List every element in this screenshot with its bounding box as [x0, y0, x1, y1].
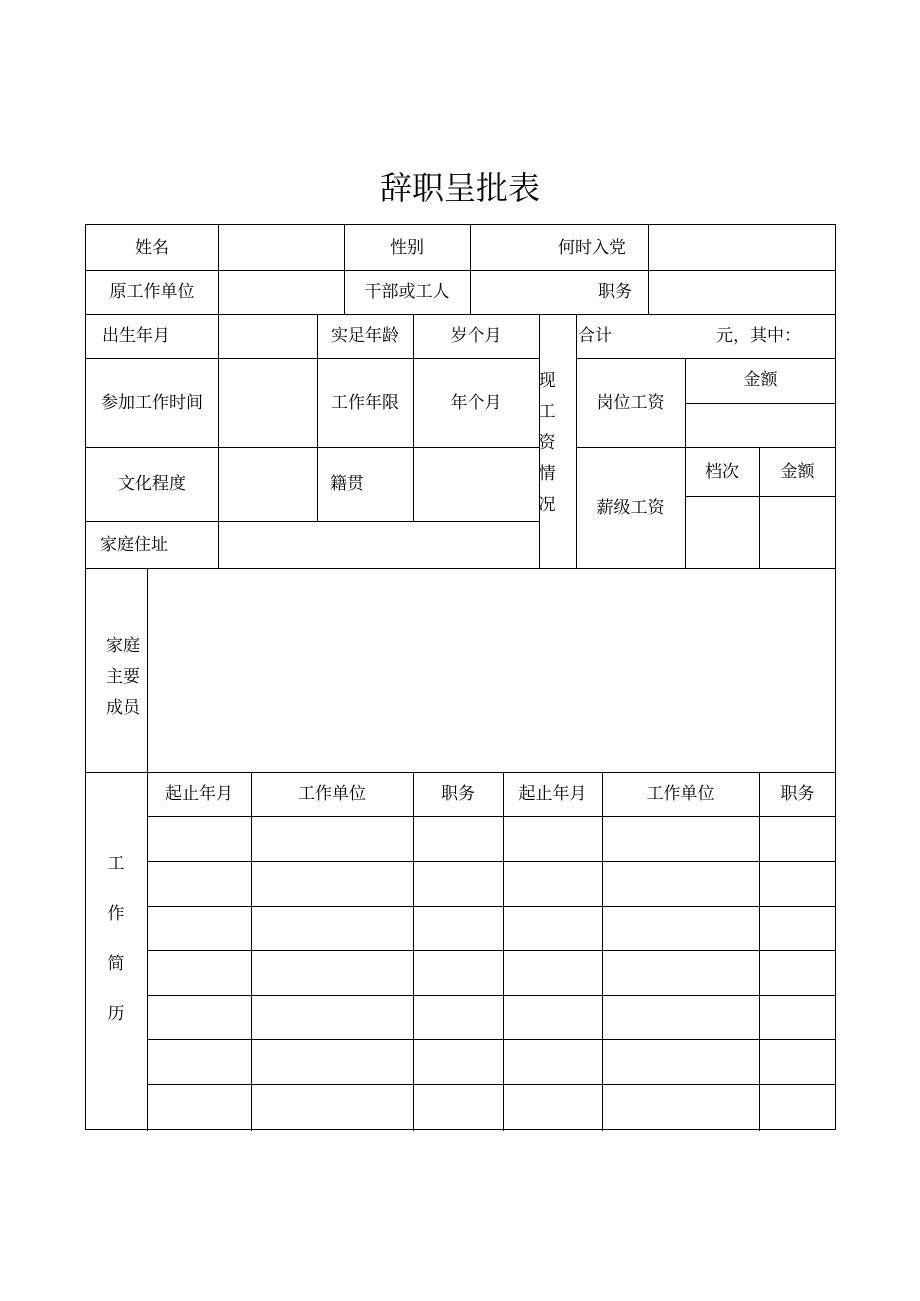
resignation-form-table	[85, 224, 836, 1130]
hometown-field[interactable]	[414, 448, 539, 521]
col-divider	[503, 772, 504, 1131]
home-address-field[interactable]	[219, 522, 539, 568]
row-divider	[576, 447, 836, 448]
family-members-field[interactable]	[148, 569, 836, 772]
label-scale-amount: 金额	[780, 462, 815, 482]
yuan-of-which: 元，其中：	[716, 326, 801, 346]
row-divider	[86, 314, 836, 315]
post-amount-field[interactable]	[686, 404, 836, 447]
family-members-label: 家庭 主要 成员	[106, 636, 140, 718]
label-work-years: 工作年限	[331, 393, 399, 413]
label-scale-salary: 薪级工资	[596, 498, 665, 518]
label-original-unit: 原工作单位	[109, 282, 195, 302]
col-divider	[251, 772, 252, 1131]
header-work-unit: 工作单位	[646, 784, 715, 804]
header-position: 职务	[780, 784, 815, 804]
current-salary-label: 现 工 资 情 况	[538, 371, 556, 515]
col-divider	[576, 314, 577, 568]
label-home-address: 家庭住址	[100, 535, 168, 555]
col-divider	[413, 772, 414, 1131]
col-divider	[147, 772, 148, 1131]
join-work-date-field[interactable]	[219, 359, 317, 447]
label-party-date: 何时入党	[558, 238, 626, 258]
row-divider	[576, 358, 836, 359]
education-field[interactable]	[219, 448, 317, 521]
header-period: 起止年月	[518, 784, 587, 804]
header-period: 起止年月	[165, 784, 233, 804]
age-unit: 岁个月	[450, 326, 502, 346]
row-divider	[86, 772, 836, 773]
scale-amount-field[interactable]	[760, 497, 836, 568]
years-unit: 年个月	[450, 393, 502, 413]
grade-field[interactable]	[686, 497, 759, 568]
label-grade: 档次	[705, 462, 739, 482]
col-divider	[759, 772, 760, 1131]
position-field[interactable]	[649, 271, 836, 314]
birth-date-field[interactable]	[219, 315, 317, 358]
label-birth-date: 出生年月	[102, 326, 170, 346]
header-work-unit: 工作单位	[298, 784, 366, 804]
label-gender: 性别	[390, 238, 424, 258]
page-title: 辞职呈批表	[379, 169, 540, 207]
label-total: 合计	[578, 326, 612, 346]
label-name: 姓名	[135, 238, 169, 258]
label-post-amount: 金额	[743, 370, 778, 390]
work-history-label: 工 作 简 历	[107, 854, 125, 1024]
name-field[interactable]	[219, 226, 344, 270]
original-unit-field[interactable]	[219, 271, 344, 314]
col-divider	[602, 772, 603, 1131]
label-post-salary: 岗位工资	[596, 393, 665, 413]
label-position: 职务	[598, 282, 632, 302]
label-education: 文化程度	[118, 474, 186, 494]
label-cadre-or-worker: 干部或工人	[364, 282, 450, 302]
label-hometown: 籍贯	[330, 474, 364, 494]
label-join-work-date: 参加工作时间	[101, 393, 203, 413]
label-actual-age: 实足年龄	[331, 326, 399, 346]
party-date-field[interactable]	[649, 226, 836, 270]
header-position: 职务	[441, 784, 475, 804]
